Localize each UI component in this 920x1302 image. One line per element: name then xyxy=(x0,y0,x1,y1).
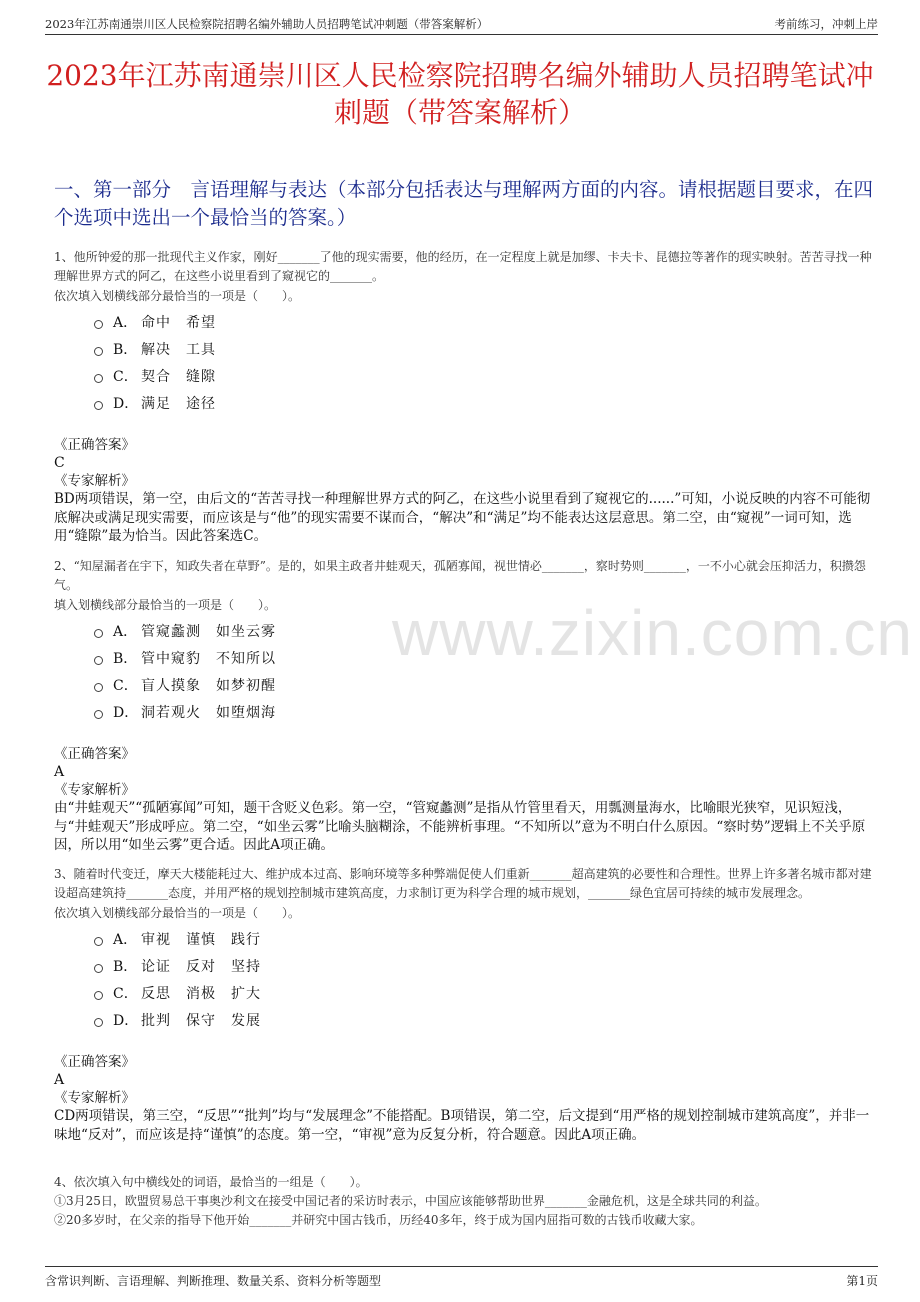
option-d[interactable] xyxy=(54,389,872,416)
option-text: 论证 反对 坚持 xyxy=(141,958,261,975)
option-letter: C． xyxy=(113,985,138,1002)
option-d[interactable] xyxy=(54,1006,872,1033)
radio-icon[interactable] xyxy=(94,347,103,356)
analysis-label: 《专家解析》 xyxy=(54,1090,135,1106)
radio-icon[interactable] xyxy=(94,320,103,329)
radio-icon[interactable] xyxy=(94,937,103,946)
question-prompt: 填入划横线部分最恰当的一项是（ ）。 xyxy=(54,598,277,612)
option-a[interactable] xyxy=(54,308,872,335)
option-c[interactable] xyxy=(54,979,872,1006)
option-letter: B． xyxy=(113,958,138,975)
question-3 xyxy=(54,865,872,1144)
option-text: 反思 消极 扩大 xyxy=(141,985,261,1002)
option-a[interactable] xyxy=(54,925,872,952)
question-1 xyxy=(54,248,872,546)
option-text: 批判 保守 发展 xyxy=(141,1012,261,1029)
option-a[interactable] xyxy=(54,617,872,644)
option-text: 满足 途径 xyxy=(141,395,216,412)
radio-icon[interactable] xyxy=(94,374,103,383)
question-stem: 1、他所钟爱的那一批现代主义作家，刚好_______了他的现实需要，他的经历，在一定程度上就是加缪、卡夫卡、昆德拉等著作的现实映射。苦苦寻找一种理解世界方式的阿乙，在这些小说里看到了窥视它的_______。 xyxy=(54,250,872,283)
header-left-text: 2023年江苏南通崇川区人民检察院招聘名编外辅助人员招聘笔试冲刺题（带答案解析） xyxy=(45,17,489,31)
page-number: 第1页 xyxy=(846,1273,878,1288)
running-header xyxy=(45,10,878,35)
answer-value: C xyxy=(54,455,65,471)
question-stem: 3、随着时代变迁，摩天大楼能耗过大、维护成本过高、影响环境等多种弊端促使人们重新_______超高建筑的必要性和合理性。世界上许多著名城市都对建设超高建筑持_______态度，并用严格的规划控制城市建筑高度，力求制订更为科学合理的城市规划，_______绿色宜居可持续的城市发展理念。 xyxy=(54,867,872,900)
page-footer xyxy=(45,1266,878,1291)
option-c[interactable] xyxy=(54,362,872,389)
option-b[interactable] xyxy=(54,952,872,979)
radio-icon[interactable] xyxy=(94,401,103,410)
radio-icon[interactable] xyxy=(94,656,103,665)
option-text: 审视 谨慎 践行 xyxy=(141,931,261,948)
question-line: ②20多岁时，在父亲的指导下他开始_______并研究中国古钱币，历经40多年，终于成为国内屈指可数的古钱币收藏大家。 xyxy=(54,1213,703,1227)
option-list xyxy=(54,308,872,416)
analysis-label: 《专家解析》 xyxy=(54,473,135,489)
radio-icon[interactable] xyxy=(94,991,103,1000)
option-text: 管中窥豹 不知所以 xyxy=(141,650,276,667)
option-text: 命中 希望 xyxy=(141,314,216,331)
analysis-text: BD两项错误，第一空，由后文的“苦苦寻找一种理解世界方式的阿乙，在这些小说里看到了窥视它的......”可知，小说反映的内容不可能彻底解决或满足现实需要，而应该是与“他”的现实需要不谋而合，“解决”和“满足”均不能表达这层意思。第二空，由“窥视”一词可知，选用“缝隙”最为恰当。因此答案选C。 xyxy=(54,491,871,544)
option-text: 管窥蠡测 如坐云雾 xyxy=(141,623,276,640)
header-right-text: 考前练习，冲刺上岸 xyxy=(774,17,878,31)
radio-icon[interactable] xyxy=(94,964,103,973)
question-stem: 2、“知屋漏者在宇下，知政失者在草野”。是的，如果主政者井蛙观天，孤陋寡闻，视世情必_______，察时势则_______，一不小心就会压抑活力，积攒怨气。 xyxy=(54,559,866,592)
option-b[interactable] xyxy=(54,335,872,362)
question-4 xyxy=(54,1173,872,1230)
radio-icon[interactable] xyxy=(94,683,103,692)
option-text: 解决 工具 xyxy=(141,341,216,358)
option-letter: A． xyxy=(113,623,138,640)
question-line: ①3月25日，欧盟贸易总干事奥沙利文在接受中国记者的采访时表示，中国应该能够帮助世界_______金融危机，这是全球共同的利益。 xyxy=(54,1194,767,1208)
option-letter: D． xyxy=(113,395,139,412)
option-letter: A． xyxy=(113,314,138,331)
question-2 xyxy=(54,557,872,855)
analysis-text: CD两项错误，第三空，“反思”“批判”均与“发展理念”不能搭配。B项错误，第二空，后文提到“用严格的规划控制城市建筑高度”，并非一味地“反对”，而应该是持“谨慎”的态度。第一空，“审视”意为反复分析，符合题意。因此A项正确。 xyxy=(54,1108,870,1143)
section-heading: 一、第一部分 言语理解与表达（本部分包括表达与理解两方面的内容。请根据题目要求，在四个选项中选出一个最恰当的答案。） xyxy=(54,178,874,229)
option-letter: D． xyxy=(113,704,139,721)
option-b[interactable] xyxy=(54,644,872,671)
answer-label: 《正确答案》 xyxy=(54,1054,135,1070)
watermark: www.zixin.com.cn xyxy=(392,597,913,669)
analysis-label: 《专家解析》 xyxy=(54,782,135,798)
option-list xyxy=(54,925,872,1033)
option-text: 洞若观火 如堕烟海 xyxy=(141,704,276,721)
option-letter: D． xyxy=(113,1012,139,1029)
radio-icon[interactable] xyxy=(94,629,103,638)
option-letter: C． xyxy=(113,368,138,385)
option-letter: B． xyxy=(113,341,138,358)
option-letter: A． xyxy=(113,931,138,948)
answer-value: A xyxy=(54,764,65,780)
analysis-text: 由“井蛙观天”“孤陋寡闻”可知，题干含贬义色彩。第一空，“管窥蠡测”是指从竹管里看天，用瓢测量海水，比喻眼光狭窄，见识短浅，与“井蛙观天”形成呼应。第二空，“如坐云雾”比喻头脑糊涂，不能辨析事理。“不知所以”意为不明白什么原因。“察时势”逻辑上不关乎原因，所以用“如坐云雾”更合适。因此A项正确。 xyxy=(54,800,866,853)
question-prompt: 依次填入划横线部分最恰当的一项是（ ）。 xyxy=(54,906,301,920)
radio-icon[interactable] xyxy=(94,1018,103,1027)
option-list xyxy=(54,617,872,725)
answer-value: A xyxy=(54,1072,65,1088)
document-title: 2023年江苏南通崇川区人民检察院招聘名编外辅助人员招聘笔试冲刺题（带答案解析） xyxy=(46,58,874,129)
question-prompt: 依次填入划横线部分最恰当的一项是（ ）。 xyxy=(54,289,301,303)
option-text: 契合 缝隙 xyxy=(141,368,216,385)
answer-label: 《正确答案》 xyxy=(54,437,135,453)
question-stem: 4、依次填入句中横线处的词语，最恰当的一组是（ ）。 xyxy=(54,1175,368,1189)
option-text: 盲人摸象 如梦初醒 xyxy=(141,677,276,694)
option-letter: B． xyxy=(113,650,138,667)
answer-label: 《正确答案》 xyxy=(54,746,135,762)
option-c[interactable] xyxy=(54,671,872,698)
option-letter: C． xyxy=(113,677,138,694)
footer-left-text: 含常识判断、言语理解、判断推理、数量关系、资料分析等题型 xyxy=(45,1273,382,1288)
option-d[interactable] xyxy=(54,698,872,725)
radio-icon[interactable] xyxy=(94,710,103,719)
